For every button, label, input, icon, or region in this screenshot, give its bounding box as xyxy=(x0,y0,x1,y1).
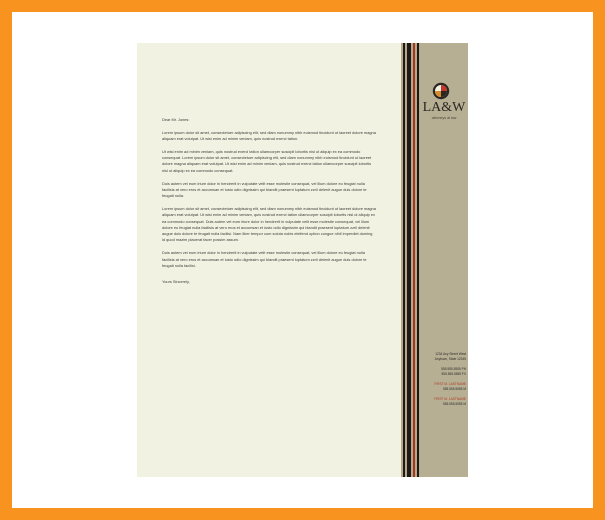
address-line-1: 1234 Any Street West xyxy=(435,352,466,356)
contact-phone-2: 555.555.5555 M xyxy=(442,402,466,406)
logo-tagline: attorneys at law xyxy=(431,116,457,120)
stripe-red xyxy=(413,43,415,477)
paragraph-1: Lorem ipsum dolor sit amet, consectetuer adipiscing elit, sed diam nonummy nibh euismod tincidunt ut laoreet dolore magna aliquam erat volutpat. Ut wisi enim ad minim veniam, quis nostrud exerci tation. xyxy=(162,129,376,142)
stripe-dark-2 xyxy=(407,43,411,477)
address-line-2: Anytown, State 12345 xyxy=(434,357,466,361)
letter-body xyxy=(162,117,376,292)
paragraph-2: Ut wisi enim ad minim veniam, quis nostrud exerci tation ullamcorper suscipit lobortis nisl ut aliquip ex ea commodo consequat. Lorem ipsum dolor sit amet, consectetuer adipiscing elit, sed diam nonummy nibh euismod tincidunt ut laoreet dolore magna aliquam erat volutpat. Ut wisi enim ad minim veniam, quis nostrud exerci tation ullamcorper suscipit lobortis nisl ut aliquip ex ea commodo consequat. xyxy=(162,148,372,173)
stripe-dark-3 xyxy=(417,43,419,477)
phone-line-2: 555.555.5555 FX xyxy=(441,372,466,376)
paragraph-3: Duis autem vel eum iriure dolor in hendrerit in vulputate velit esse molestie consequat, vel illum dolore eu feugiat nulla facilisis at vero eros et accumsan et iusto odio dignissim qui blandit praesent luptatum zzril delenit augue duis dolore te feugait nulla. xyxy=(162,180,367,199)
contact-name-1: FIRST M. LASTNAME xyxy=(434,382,466,386)
paragraph-4: Lorem ipsum dolor sit amet, consectetuer adipiscing elit, sed diam nonummy nibh euismod tincidunt ut laoreet dolore magna aliquam erat volutpat. Ut wisi enim ad minim veniam, quis nostrud exerci tation ullamcorper suscipit lobortis nisl ut aliquip ex ea commodo consequat. Duis autem vel eum iriure dolor in hendrerit in vulputate velit esse molestie consequat, vel illum dolore eu feugiat nulla facilisis at vero eros et accumsan et iusto odio dignissim qui blandit praesent luptatum zzril delenit augue duis dolore te feugait nulla facilisi. Nam liber tempor cum soluta nobis eleifend option congue nihil imperdiet doming id quod mazim placerat facer possim assum. xyxy=(162,205,376,243)
contact-name-2: FIRST M. LASTNAME xyxy=(434,397,466,401)
logo-text: LA&W xyxy=(422,100,466,115)
law-firm-logo-icon xyxy=(432,82,450,100)
closing: Yours Sincerely, xyxy=(162,279,190,285)
stripe-dark-1 xyxy=(403,43,405,477)
contact-phone-1: 555.555.5555 M xyxy=(442,387,466,391)
decorative-stripes xyxy=(401,43,420,477)
paragraph-5: Duis autem vel eum iriure dolor in hendrerit in vulputate velit esse molestie consequat, vel illum dolore eu feugiat nulla facilisis at vero eros et accumsan et iusto odio dignissim qui blandit praesent luptatum zzril delenit augue duis dolore te feugait nulla facilisi. xyxy=(162,250,367,268)
contact-block xyxy=(422,352,466,407)
salutation: Dear Mr. Jones: xyxy=(162,117,190,122)
phone-line-1: 555.555.5555 PH xyxy=(441,367,466,371)
